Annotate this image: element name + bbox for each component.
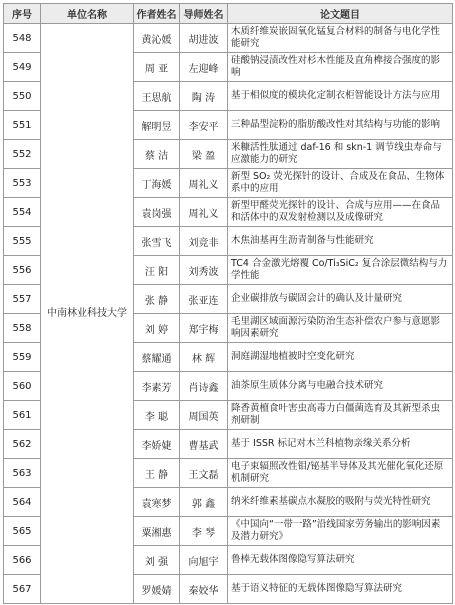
author-name: 蔡耀通	[134, 343, 180, 372]
author-name: 张 静	[134, 285, 180, 314]
row-number: 552	[4, 140, 41, 169]
author-name: 李 聪	[134, 401, 180, 430]
advisor-name: 张亚连	[180, 285, 228, 314]
author-name: 李娇婕	[134, 430, 180, 459]
author-name: 袁岗强	[134, 198, 180, 227]
advisor-name: 李安平	[180, 111, 228, 140]
unit-name: 中南林业科技大学	[41, 24, 134, 604]
advisor-name: 陶 涛	[180, 82, 228, 111]
row-number: 562	[4, 430, 41, 459]
thesis-title: 企业碳排放与碳固会计的确认及计量研究	[228, 285, 453, 314]
row-number: 561	[4, 401, 41, 430]
thesis-title: 三种晶型淀粉的脂肪酸改性对其结构与功能的影响	[228, 111, 453, 140]
advisor-name: 郭 鑫	[180, 488, 228, 517]
header-no: 序号	[4, 4, 41, 24]
thesis-title: 基于相似度的模块化定制衣柜智能设计方法与应用	[228, 82, 453, 111]
thesis-title: 硅酸钠浸渍改性对杉木性能及直角榫接合强度的影响	[228, 53, 453, 82]
row-number: 554	[4, 198, 41, 227]
advisor-name: 秦姣华	[180, 575, 228, 604]
thesis-title: TC4 合金激光熔覆 Co/Ti₃SiC₂ 复合涂层微结构与力学性能	[228, 256, 453, 285]
row-number: 558	[4, 314, 41, 343]
thesis-title: 洞庭湖湿地植被时空变化研究	[228, 343, 453, 372]
author-name: 李素芳	[134, 372, 180, 401]
row-number: 565	[4, 517, 41, 546]
row-number: 563	[4, 459, 41, 488]
row-number: 551	[4, 111, 41, 140]
author-name: 刘 强	[134, 546, 180, 575]
author-name: 刘 婷	[134, 314, 180, 343]
advisor-name: 刘竞非	[180, 227, 228, 256]
thesis-title: 新型甲醛荧光探针的设计、合成与应用——在食品和活体中的双发射检测以及成像研究	[228, 198, 453, 227]
thesis-title: 基于 ISSR 标记对木兰科植物亲缘关系分析	[228, 430, 453, 459]
thesis-title: 木质纤维炭嵌固氧化锰复合材料的制备与电化学性能研究	[228, 24, 453, 53]
thesis-title: 新型 SO₂ 荧光探针的设计、合成及在食品、生物体系中的应用	[228, 169, 453, 198]
row-number: 550	[4, 82, 41, 111]
row-number: 556	[4, 256, 41, 285]
thesis-title: 毛里湖区域面源污染防治生态补偿农户参与意愿影响因素研究	[228, 314, 453, 343]
row-number: 553	[4, 169, 41, 198]
advisor-name: 左迎峰	[180, 53, 228, 82]
author-name: 蔡 洁	[134, 140, 180, 169]
row-number: 564	[4, 488, 41, 517]
advisor-name: 曹基武	[180, 430, 228, 459]
thesis-title: 鲁棒无载体图像隐写算法研究	[228, 546, 453, 575]
advisor-name: 向旭宇	[180, 546, 228, 575]
author-name: 丁海媛	[134, 169, 180, 198]
author-name: 袁寒梦	[134, 488, 180, 517]
header-title: 论文题目	[228, 4, 453, 24]
advisor-name: 林 辉	[180, 343, 228, 372]
author-name: 王 静	[134, 459, 180, 488]
thesis-table	[3, 3, 453, 604]
thesis-title: 基于语义特征的无载体图像隐写算法研究	[228, 575, 453, 604]
thesis-title: 电子束辐照改性钼/铋基半导体及其光催化氧化还原机制研究	[228, 459, 453, 488]
header-advisor: 导师姓名	[180, 4, 228, 24]
thesis-title: 纳米纤维素基碳点水凝胶的吸附与荧光特性研究	[228, 488, 453, 517]
header-unit: 单位名称	[41, 4, 134, 24]
advisor-name: 王文磊	[180, 459, 228, 488]
table-row	[4, 24, 453, 53]
header-author: 作者姓名	[134, 4, 180, 24]
thesis-title: 油茶原生质体分离与电融合技术研究	[228, 372, 453, 401]
thesis-title: 降香黄檀食叶害虫高毒力白僵菌选育及其新型杀虫剂研制	[228, 401, 453, 430]
advisor-name: 刘秀波	[180, 256, 228, 285]
table-header-row	[4, 4, 453, 24]
author-name: 张雪飞	[134, 227, 180, 256]
row-number: 549	[4, 53, 41, 82]
thesis-title: 《中国向“一带一路”沿线国家劳务输出的影响因素及潜力研究》	[228, 517, 453, 546]
advisor-name: 郑宇梅	[180, 314, 228, 343]
advisor-name: 周礼义	[180, 169, 228, 198]
row-number: 566	[4, 546, 41, 575]
author-name: 周 亚	[134, 53, 180, 82]
author-name: 粟湘惠	[134, 517, 180, 546]
row-number: 557	[4, 285, 41, 314]
advisor-name: 梁 盈	[180, 140, 228, 169]
row-number: 560	[4, 372, 41, 401]
author-name: 王思航	[134, 82, 180, 111]
row-number: 567	[4, 575, 41, 604]
row-number: 559	[4, 343, 41, 372]
row-number: 548	[4, 24, 41, 53]
author-name: 罗媛婧	[134, 575, 180, 604]
advisor-name: 肖诗鑫	[180, 372, 228, 401]
author-name: 汪 阳	[134, 256, 180, 285]
row-number: 555	[4, 227, 41, 256]
author-name: 解明昱	[134, 111, 180, 140]
advisor-name: 周国英	[180, 401, 228, 430]
advisor-name: 李 琴	[180, 517, 228, 546]
author-name: 黄沁媛	[134, 24, 180, 53]
advisor-name: 周礼义	[180, 198, 228, 227]
thesis-title: 米糠活性肽通过 daf-16 和 skn-1 调节线虫寿命与应激能力的研究	[228, 140, 453, 169]
advisor-name: 胡进波	[180, 24, 228, 53]
thesis-title: 木焦油基再生沥青制备与性能研究	[228, 227, 453, 256]
